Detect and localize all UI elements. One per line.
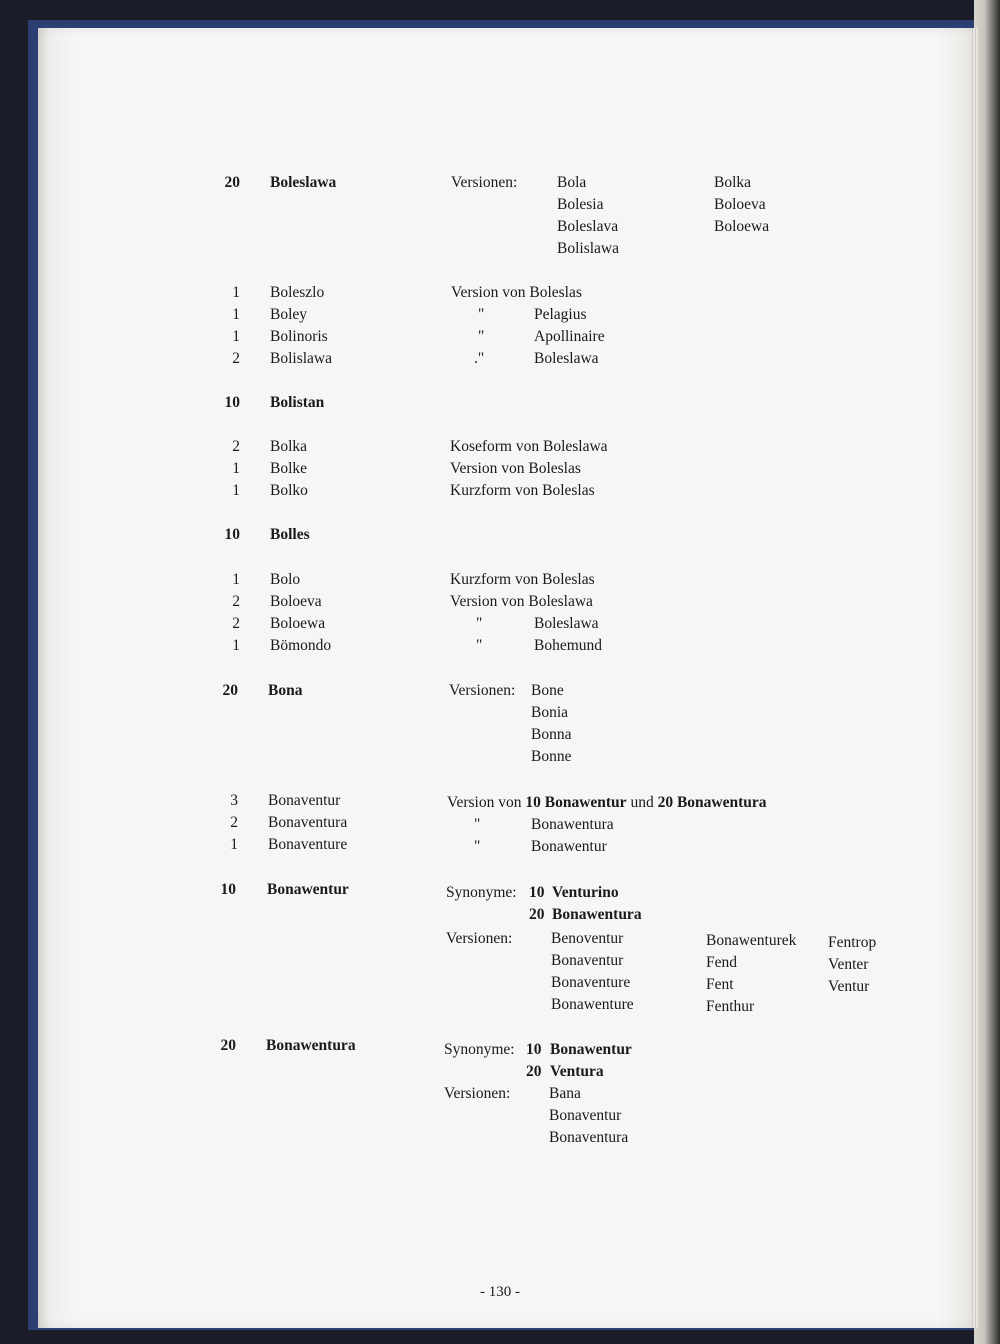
ref-count: 10 — [525, 794, 541, 811]
version-item: Bolesia — [557, 196, 604, 213]
version-item: Venter — [828, 956, 869, 973]
entry-count: 10 — [224, 526, 240, 543]
ditto-mark: " — [476, 615, 483, 632]
versionen-label: Versionen: — [444, 1085, 511, 1102]
description: Bonawentur — [531, 838, 607, 855]
version-item: Bonaventur — [549, 1107, 622, 1124]
version-item: Bolka — [714, 174, 752, 191]
version-item: Bonna — [531, 726, 572, 743]
version-item: Fent — [706, 976, 734, 993]
entry-count: 20 — [222, 682, 238, 699]
entry-count: 1 — [232, 284, 240, 301]
ditto-mark: ." — [474, 350, 485, 367]
entry-count: 2 — [232, 615, 240, 632]
conjunction: und — [630, 794, 654, 811]
version-item: Boleslava — [557, 218, 619, 235]
entry-count: 20 — [220, 1037, 236, 1054]
ditto-mark: " — [478, 328, 485, 345]
version-item: Boloeva — [714, 196, 766, 213]
entry-count: 2 — [232, 438, 240, 455]
entry-count: 1 — [232, 460, 240, 477]
synonym-item: Bonawentura — [552, 906, 642, 923]
version-item: Bone — [531, 682, 564, 699]
entry-name: Bolke — [270, 460, 308, 477]
entry-count: 3 — [230, 792, 238, 809]
version-item: Bolislawa — [557, 240, 619, 257]
description: Bonawentura — [531, 816, 614, 833]
entry-name: Bolislawa — [270, 350, 332, 367]
entry-count: 20 — [224, 174, 240, 191]
description: Kurzform von Boleslas — [450, 482, 595, 499]
ditto-mark: " — [474, 838, 481, 855]
entry-count: 1 — [232, 571, 240, 588]
synonyme-label: Synonyme: — [446, 884, 517, 901]
version-item: Bonaventur — [551, 952, 624, 969]
entry-count: 10 — [224, 394, 240, 411]
description: Boleslawa — [534, 350, 599, 367]
entry-name: Bolinoris — [270, 328, 328, 345]
entry-name: Bolistan — [270, 394, 325, 411]
entry-name: Bömondo — [270, 637, 332, 654]
entry-name: Bonawentur — [267, 881, 349, 898]
version-item: Ventur — [828, 978, 870, 995]
entry-count: 1 — [232, 306, 240, 323]
versionen-label: Versionen: — [451, 174, 518, 191]
version-item: Benoventur — [551, 930, 624, 947]
ref-name: Bonawentur — [544, 794, 627, 811]
entry-name: Bolka — [270, 438, 308, 455]
entry-name: Boloeva — [270, 593, 322, 610]
entry-count: 1 — [232, 637, 240, 654]
version-item: Bonawenturek — [706, 932, 797, 949]
synonym-item: Ventura — [550, 1063, 604, 1080]
entry-name: Bona — [268, 682, 303, 699]
version-item: Bonaventura — [549, 1129, 629, 1146]
versionen-label: Versionen: — [446, 930, 513, 947]
description: Boleslawa — [534, 615, 599, 632]
description: Kurzform von Boleslas — [450, 571, 595, 588]
version-item: Fentrop — [828, 934, 877, 951]
entry-count: 2 — [232, 593, 240, 610]
synonym-item: Venturino — [552, 884, 619, 901]
entry-name: Bonaventura — [268, 814, 348, 831]
ditto-mark: " — [474, 816, 481, 833]
ref-count: 20 — [529, 906, 545, 923]
ref-count: 20 — [657, 794, 674, 811]
version-item: Fenthur — [706, 998, 755, 1015]
entry-name: Bonaventure — [268, 836, 348, 853]
version-item: Fend — [706, 954, 737, 971]
entry-name: Boleszlo — [270, 284, 325, 301]
version-item: Bonaventure — [551, 974, 631, 991]
entry-name: Bolko — [270, 482, 308, 499]
version-item: Bola — [557, 174, 587, 191]
description: Version von Boleslawa — [450, 593, 593, 610]
description: Version von Boleslas — [450, 460, 581, 477]
description: Apollinaire — [534, 328, 605, 345]
versionen-label: Versionen: — [449, 682, 516, 699]
page-number: - 130 - — [480, 1284, 520, 1300]
description: Version von Boleslas — [451, 284, 582, 301]
ditto-mark: " — [476, 637, 483, 654]
entry-count: 2 — [232, 350, 240, 367]
ref-count: 10 — [526, 1041, 542, 1058]
entry-name: Bolles — [270, 526, 310, 543]
entry-count: 1 — [230, 836, 238, 853]
entry-name: Bonaventur — [268, 792, 341, 809]
version-item: Bonia — [531, 704, 569, 721]
version-item: Bana — [549, 1085, 581, 1102]
entry-count: 2 — [230, 814, 238, 831]
synonyme-label: Synonyme: — [444, 1041, 515, 1058]
entry-count: 1 — [232, 328, 240, 345]
entry-name: Boleslawa — [270, 174, 337, 191]
version-item: Bonne — [531, 748, 572, 765]
version-item: Boloewa — [714, 218, 770, 235]
description: Bohemund — [534, 637, 603, 654]
description: Version von — [447, 794, 522, 811]
entry-count: 10 — [220, 881, 236, 898]
version-item: Bonawenture — [551, 996, 634, 1013]
description: Pelagius — [534, 306, 587, 323]
ref-count: 10 — [529, 884, 545, 901]
book-page — [38, 28, 973, 1328]
synonym-item: Bonawentur — [550, 1041, 632, 1058]
ditto-mark: " — [478, 306, 485, 323]
description-line — [447, 794, 767, 812]
entry-count: 1 — [232, 482, 240, 499]
entry-name: Boley — [270, 306, 308, 323]
ref-count: 20 — [526, 1063, 542, 1080]
entry-name: Bonawentura — [266, 1037, 356, 1054]
entry-name: Bolo — [270, 571, 301, 588]
page-edges — [972, 28, 978, 1328]
description: Koseform von Boleslawa — [450, 438, 608, 455]
ref-name: Bonawentura — [676, 794, 767, 811]
entry-name: Boloewa — [270, 615, 326, 632]
